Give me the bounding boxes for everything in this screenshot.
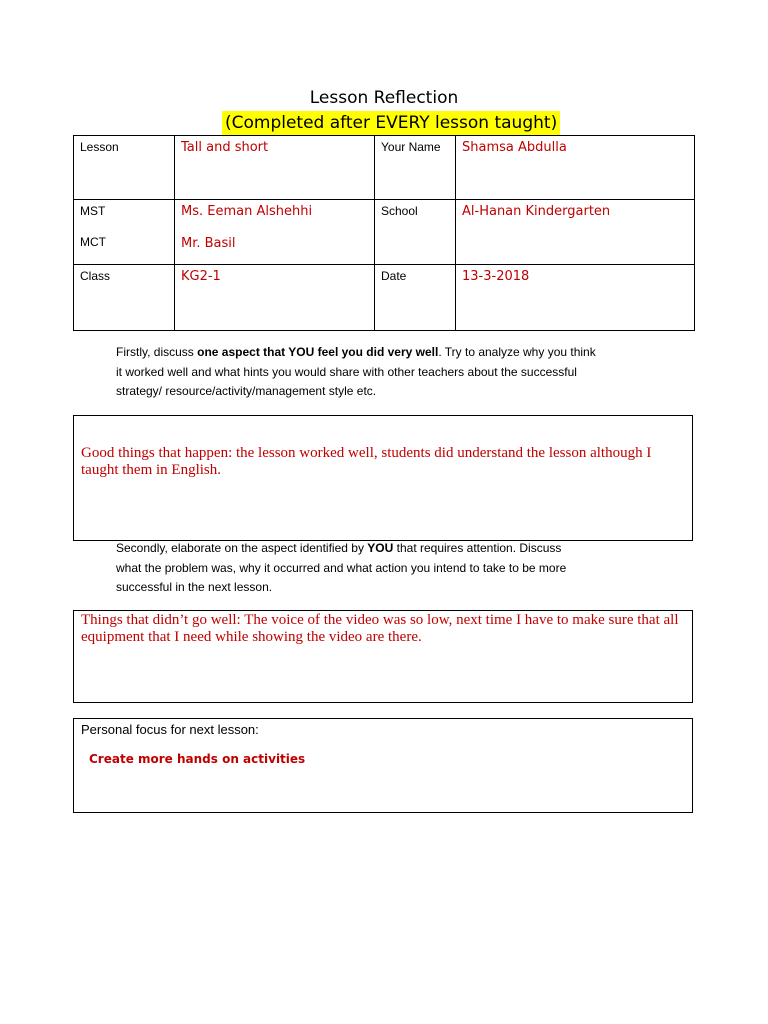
personal-focus-label: Personal focus for next lesson: (81, 722, 259, 737)
prompt-two-line1 (116, 539, 566, 559)
date-value: 13-3-2018 (462, 269, 530, 284)
your-name-label-cell (375, 136, 456, 200)
prompt-two-line3: successful in the next lesson. (116, 580, 273, 594)
mst-mct-value-cell (175, 200, 375, 265)
class-value: KG2-1 (181, 269, 221, 284)
lesson-label: Lesson (80, 140, 119, 154)
your-name-label: Your Name (381, 140, 441, 154)
class-label-cell (74, 265, 175, 331)
mct-label: MCT (80, 235, 106, 249)
table-row (74, 265, 695, 331)
prompt-one-emphasis: one aspect that YOU feel you did very well (197, 345, 439, 359)
answer-one-box (73, 415, 693, 541)
page-subtitle: (Completed after EVERY lesson taught) (222, 111, 560, 135)
date-value-cell (456, 265, 695, 331)
prompt-two-line2: what the problem was, why it occurred and what action you intend to take to be more (116, 560, 567, 575)
lesson-info-table (73, 135, 695, 331)
prompt-one-line3: strategy/ resource/activity/management style etc. (116, 384, 377, 398)
table-row (74, 136, 695, 200)
date-label-cell (375, 265, 456, 331)
prompt-two-text: that requires attention. Discuss (393, 541, 562, 555)
page-title: Lesson Reflection (309, 88, 459, 108)
school-value: Al-Hanan Kindergarten (462, 204, 611, 219)
prompt-two (116, 539, 566, 598)
lesson-label-cell (74, 136, 175, 200)
class-value-cell (175, 265, 375, 331)
lesson-value-cell (175, 136, 375, 200)
mst-mct-label-cell (74, 200, 175, 265)
prompt-two-emphasis: YOU (367, 541, 394, 555)
answer-one-text: Good things that happen: the lesson worked well, students did understand the lesson although I taught them in English. (81, 445, 652, 478)
date-label: Date (381, 269, 407, 283)
school-label-cell (375, 200, 456, 265)
mst-label: MST (80, 204, 106, 218)
class-label: Class (80, 269, 111, 283)
prompt-one-line2: it worked well and what hints you would share with other teachers about the successful (116, 364, 577, 379)
prompt-one (116, 343, 596, 402)
personal-focus-value: Create more hands on activities (89, 752, 306, 766)
mst-value: Ms. Eeman Alshehhi (181, 204, 313, 219)
prompt-one-text: . Try to analyze why you think (438, 345, 596, 359)
personal-focus-box (73, 718, 693, 813)
answer-two-box (73, 610, 693, 703)
school-label: School (381, 204, 418, 218)
prompt-one-line1 (116, 343, 596, 363)
school-value-cell (456, 200, 695, 265)
prompt-one-text: Firstly, discuss (116, 345, 198, 359)
mct-value: Mr. Basil (181, 236, 236, 251)
answer-two-text: Things that didn’t go well: The voice of the video was so low, next time I have to make sure that all equipment that I need while showing the video are there. (81, 612, 679, 645)
prompt-two-text: Secondly, elaborate on the aspect identified by (116, 541, 368, 555)
table-row (74, 200, 695, 265)
your-name-value: Shamsa Abdulla (462, 140, 567, 155)
lesson-value: Tall and short (181, 140, 269, 155)
your-name-value-cell (456, 136, 695, 200)
